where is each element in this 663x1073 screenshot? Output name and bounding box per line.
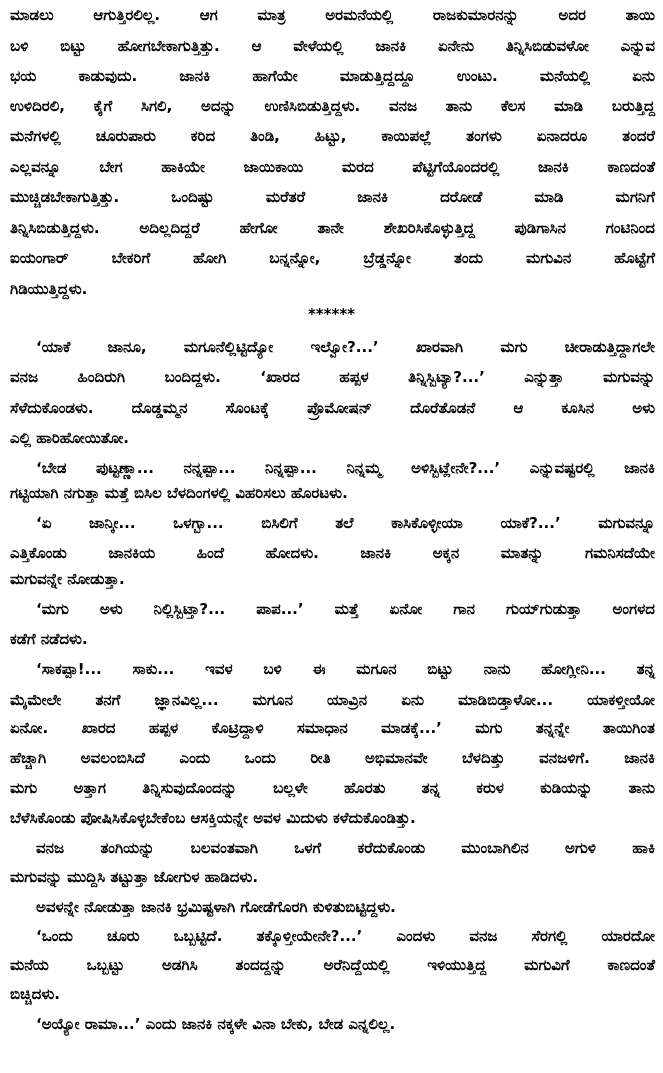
text-line: ಬೆಳೆಸಿಕೊಂಡು ಪೋಷಿಸಿಕೊಳ್ಳಬೇಕೆಂಬ ಆಸಕ್ತಿಯನ್ನೇ ಅವಳ ಮಿದುಳು ಕಳೆದುಕೊಂಡಿತ್ತು. (10, 809, 416, 827)
text-line: ಹೆಚ್ಚಾಗಿ ಅವಲಂಬಿಸಿದೆ ಎಂದು ಒಂದು ರೀತಿ ಅಭಿಮಾನವೇ ಬೆಳದಿತ್ತು ವನಜಳಿಗೆ. ಜಾನಕಿ (10, 749, 655, 767)
text-line: ‘ಯಾಕೆ ಜಾನೂ, ಮಗೂನೆಲ್ಲಿಟ್ಟಿದ್ಯೋ ಇಲ್ವೋ?...’ ಖಾರವಾಗಿ ಮಗು ಚೀರಾಡುತ್ತಿದ್ದಾಗಲೇ (36, 338, 655, 356)
text-line: ಭಯ ಕಾಡುವುದು. ಜಾನಕಿ ಹಾಗೆಯೇ ಮಾಡುತ್ತಿದ್ದದ್ದೂ ಉಂಟು. ಮನೆಯಲ್ಲಿ ಏನು (10, 67, 655, 85)
text-line: ಮಾಡಲು ಆಗುತ್ತಿರಲಿಲ್ಲ. ಆಗ ಮಾತ್ರ ಅರಮನೆಯಲ್ಲಿ ರಾಜಕುಮಾರನನ್ನು ಅದರ ತಾಯಿ (10, 6, 655, 24)
text-line: ಎತ್ತಿಕೊಂಡು ಜಾನಕಿಯ ಹಿಂದೆ ಹೋದಳು. ಜಾನಕಿ ಅಕ್ಕನ ಮಾತನ್ನು ಗಮನಿಸದೆಯೇ (10, 544, 655, 562)
section-separator: ****** (307, 305, 356, 323)
text-line: ತಿನ್ನಿಸಿಬಿಡುತ್ತಿದ್ದಳು. ಅದಿಲ್ಲದಿದ್ದರೆ ಹೇಗೋ ತಾನೇ ಶೇಖರಿಸಿಕೊಳ್ಳುತ್ತಿದ್ದ ಪುಡಿಗಾಸಿನ ಗಂಟಿನಿಂದ (10, 219, 655, 237)
text-line: ವನಜ ತಂಗಿಯನ್ನು ಬಲವಂತವಾಗಿ ಒಳಗೆ ಕರೆದುಕೊಂಡು ಮುಂಬಾಗಿಲಿನ ಅಗುಳಿ ಹಾಕಿ (36, 839, 655, 857)
text-line: ಮಗು ಅತ್ತಾಗ ತಿನ್ನಿಸುವುದೊಂದನ್ನು ಬಲ್ಲಳೇ ಹೊರತು ತನ್ನ ಕರುಳ ಕುಡಿಯನ್ನು ತಾನು (10, 779, 655, 797)
text-line: ಏನೋ. ಖಾರದ ಹಪ್ಪಳ ಕೊಟ್ರಿದ್ದಾಳಿ ಸಮಾಧಾನ ಮಾಡಕ್ಕೆ...’ ಮಗು ತನ್ನನ್ನೇ ತಾಯಿಗಿಂತ (10, 719, 655, 737)
text-line: ಬಳಿ ಬಿಟ್ಟು ಹೋಗಬೇಕಾಗುತ್ತಿತ್ತು. ಆ ವೇಳೆಯಲ್ಲಿ ಜಾನಕಿ ಏನೇನು ತಿನ್ನಿಸಿಬಿಡುವಳೋ ಎನ್ನುವ (10, 37, 655, 55)
text-line: ಬಿಚ್ಚಿದಳು. (10, 985, 60, 1003)
text-line: ಎಲ್ಲಿ ಹಾರಿಹೋಯಿತೋ. (10, 429, 129, 447)
text-line: ಮನೆಗಳಲ್ಲಿ ಚೂರುಪಾರು ಕರಿದ ತಿಂಡಿ, ಹಿಟ್ಟು, ಕಾಯಿಪಲ್ಲೆ ತಂಗಳು ಏನಾದರೂ ತಂದರೆ (10, 127, 655, 145)
text-line: ಉಳಿದಿರಲಿ, ಕೈಗೆ ಸಿಗಲಿ, ಅದನ್ನು ಉಣಿಸಿಬಿಡುತ್ತಿದ್ದಳು. ವನಜ ತಾನು ಕೆಲಸ ಮಾಡಿ ಬರುತ್ತಿದ್ದ (10, 97, 655, 115)
text-line: ‘ಅಯ್ಯೋ ರಾಮಾ...’ ಎಂದು ಜಾನಕಿ ನಕ್ಕಳೇ ವಿನಾ ಬೇಕು, ಬೇಡ ಎನ್ನಲಿಲ್ಲ. (36, 1015, 396, 1033)
text-line: ಎಲ್ಲವನ್ನೂ ಬೇಗ ಹಾಕಿಯೇ ಜಾಯಿಕಾಯಿ ಮರದ ಪೆಟ್ಟಿಗೆಯೊಂದರಲ್ಲಿ ಜಾನಕಿ ಕಾಣದಂತೆ (10, 158, 655, 176)
text-line: ‘ಒಂದು ಚೂರು ಒಬ್ಬಟ್ಟಿದೆ. ತಕ್ಕೊಳ್ತೀಯೇನೇ?...’ ಎಂದಳು ವನಜ ಸೆರಗಲ್ಲಿ ಯಾರದೋ (36, 927, 655, 945)
text-line: ಅವಳನ್ನೇ ನೋಡುತ್ತಾ ಜಾನಕಿ ಭ್ರಮಿಷ್ಟಳಾಗಿ ಗೋಡೆಗೊರಗಿ ಕುಳಿತುಬಿಟ್ಟಿದ್ದಳು. (36, 898, 396, 916)
text-line: ‘ಬೇಡ ಪುಟ್ಟಣ್ಣಾ... ನನ್ನಪ್ಪಾ... ನಿನ್ನಪ್ಪಾ... ನಿನ್ನಮ್ಮ ಅಳಿಸ್ಬಿಟ್ಲೇನೇ?...’ ಎನ್ನುವಷ್ಟರಲ್ಲಿ ಜಾನಕಿ (36, 459, 655, 477)
text-line: ಮನೆಯ ಒಬ್ಬಟ್ಟು ಅಡಗಿಸಿ ತಂದದ್ದನ್ನು ಅರೆನಿದ್ದೆಯಲ್ಲಿ ಇಳಿಯುತ್ತಿದ್ದ ಮಗುವಿಗೆ ಕಾಣದಂತೆ (10, 956, 655, 974)
text-line: ವನಜ ಹಿಂದಿರುಗಿ ಬಂದಿದ್ದಳು. ‘ಖಾರದ ಹಪ್ಪಳ ತಿನ್ನಿಸ್ಬಿಟ್ಯಾ?...’ ಎನ್ನುತ್ತಾ ಮಗುವನ್ನು (10, 368, 655, 386)
text-line: ಮೈಮೇಲೇ ತನಗೆ ಜ್ಞಾನವಿಲ್ಲ... ಮಗೂನ ಯಾವ್ರಿನ ಏನು ಮಾಡಿಬಿಡ್ತಾಳೋ... ಯಾಕಳ್ತೀಯೋ (10, 691, 655, 709)
text-line: ಸೆಳೆದುಕೊಂಡಳು. ದೊಡ್ಡಮ್ಮನ ಸೊಂಟಕ್ಕೆ ಪ್ರೊಮೋಷನ್ ದೊರೆತೊಡನೆ ಆ ಕೂಸಿನ ಅಳು (10, 399, 655, 417)
text-line: ಮಗುವನ್ನೇ ನೋಡುತ್ತಾ. (10, 570, 125, 588)
text-line: ‘ಮಗು ಅಳು ನಿಲ್ಲಿಸ್ಬಿಟ್ತಾ?... ಪಾಪ...’ ಮತ್ತೆ ಏನೋ ಗಾನ ಗುಯ್‌ಗುಡುತ್ತಾ ಅಂಗಳದ (36, 600, 655, 618)
text-line: ಗಿಡಿಯುತ್ತಿದ್ದಳು. (10, 280, 88, 298)
text-line: ಮುಚ್ಚಿಡಬೇಕಾಗುತ್ತಿತ್ತು. ಒಂದಿಷ್ಟು ಮರೆತರೆ ಜಾನಕಿ ದರೋಡೆ ಮಾಡಿ ಮಗನಿಗೆ (10, 188, 655, 206)
text-line: ಮಗುವನ್ನು ಮುದ್ದಿಸಿ ತಟ್ಟುತ್ತಾ ಜೋಗುಳ ಹಾಡಿದಳು. (10, 868, 259, 886)
text-line: ಕಡೆಗೆ ನಡೆದಳು. (10, 630, 88, 648)
text-line: ‘ಏ ಜಾನ್ಕೀ... ಒಳಗ್ಬಾ... ಬಿಸಿಲಿಗೆ ತಲೆ ಕಾಸಿಕೊಳ್ಳೀಯಾ ಯಾಕೆ?...’ ಮಗುವನ್ನೂ (36, 514, 655, 532)
text-line: ಐಯಂಗಾರ್ ಬೇಕರಿಗೆ ಹೋಗಿ ಬನ್ನನ್ನೋ, ಬ್ರೆಡ್ಡನ್ನೋ ತಂದು ಮಗುವಿನ ಹೊಟ್ಟೆಗೆ (10, 249, 655, 267)
text-line: ‘ಸಾಕಪ್ಪಾ!... ಸಾಕು... ಇವಳ ಬಳಿ ಈ ಮಗೂನ ಬಿಟ್ಟು ನಾನು ಹೋಗ್ಲೀನಿ... ತನ್ನ (36, 660, 655, 678)
text-line: ಗಟ್ಟಿಯಾಗಿ ನಗುತ್ತಾ ಮತ್ತೆ ಬಿಸಿಲ ಬೆಳದಿಂಗಳಲ್ಲಿ ವಿಹರಿಸಲು ಹೊರಟಳು. (10, 484, 348, 502)
